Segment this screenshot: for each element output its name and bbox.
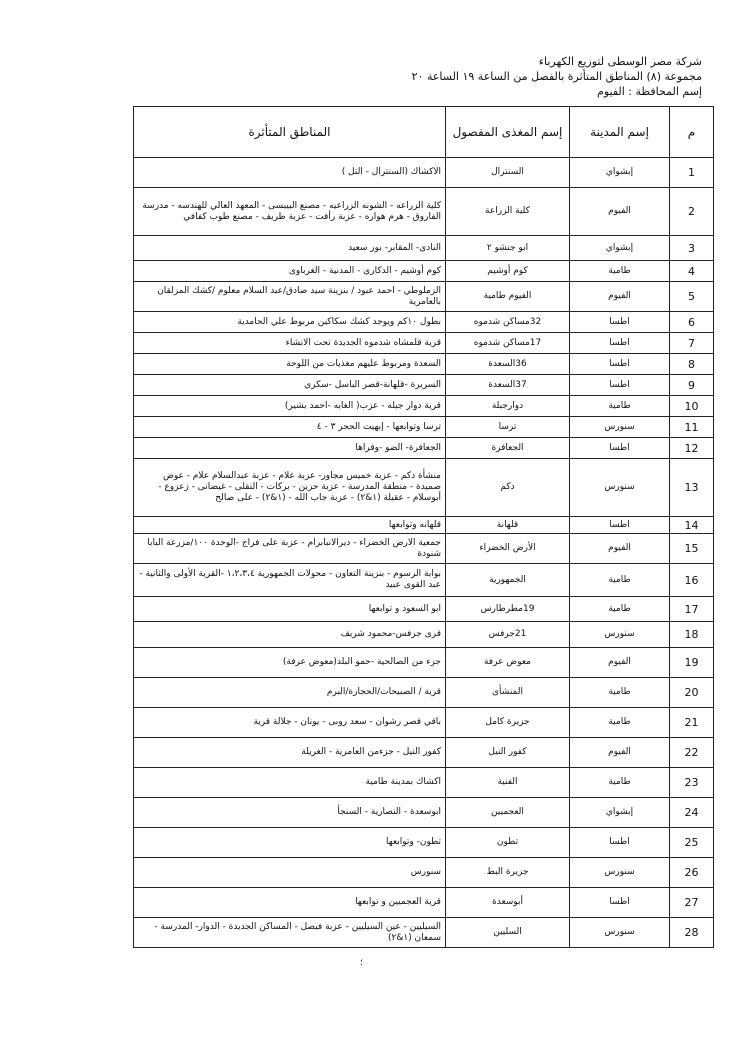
city-cell: سنورس bbox=[570, 918, 670, 948]
table-row bbox=[134, 459, 714, 517]
city-cell: سنورس bbox=[570, 417, 670, 438]
table-row bbox=[134, 354, 714, 375]
row-number: 3 bbox=[670, 236, 714, 261]
row-number: 25 bbox=[670, 828, 714, 858]
page-mark: ؛ bbox=[360, 958, 363, 968]
row-number: 4 bbox=[670, 261, 714, 282]
feeder-cell: السنترال bbox=[446, 158, 570, 188]
row-number: 18 bbox=[670, 622, 714, 648]
feeder-cell: دكم bbox=[446, 459, 570, 517]
table-row bbox=[134, 158, 714, 188]
city-cell: سنورس bbox=[570, 622, 670, 648]
feeder-cell: 17مساكن شدموه bbox=[446, 333, 570, 354]
city-cell: إبشواي bbox=[570, 798, 670, 828]
row-number: 28 bbox=[670, 918, 714, 948]
city-cell: طامية bbox=[570, 396, 670, 417]
affected-areas-cell: الزملوطي - احمد عبود / بنزينة سيد صادق/عبد السلام معلوم /كشك المزلقان بالعامرية bbox=[134, 282, 446, 312]
row-number: 1 bbox=[670, 158, 714, 188]
row-number: 15 bbox=[670, 534, 714, 564]
row-number: 24 bbox=[670, 798, 714, 828]
city-cell: اطسا bbox=[570, 375, 670, 396]
city-cell: سنورس bbox=[570, 459, 670, 517]
table-row bbox=[134, 396, 714, 417]
affected-areas-cell: ابوسعدة - النصارية - السنجأ bbox=[134, 798, 446, 828]
row-number: 21 bbox=[670, 708, 714, 738]
feeder-cell: دوارجبلة bbox=[446, 396, 570, 417]
affected-areas-cell: قرية العجميين و توابعها bbox=[134, 888, 446, 918]
table-row bbox=[134, 708, 714, 738]
feeder-cell: المنشأى bbox=[446, 678, 570, 708]
feeder-cell: جزيرة كامل bbox=[446, 708, 570, 738]
feeder-cell: ترسا bbox=[446, 417, 570, 438]
city-cell: اطسا bbox=[570, 517, 670, 534]
feeder-cell: الفنية bbox=[446, 768, 570, 798]
affected-areas-cell: السريرة -قلهانة-قصر الباسل -سكري bbox=[134, 375, 446, 396]
feeder-cell: 36السعدة bbox=[446, 354, 570, 375]
row-number: 12 bbox=[670, 438, 714, 459]
governorate-label: إسم المحافظة : الفيوم bbox=[597, 85, 702, 98]
feeder-cell: 32مساكن شدموه bbox=[446, 312, 570, 333]
column-header-number: م bbox=[670, 107, 714, 158]
city-cell: طامية bbox=[570, 678, 670, 708]
table-row bbox=[134, 678, 714, 708]
affected-areas-cell: كلية الزراعه - الشونه الزراعيه - مصنع البيبسى - المعهد العالي للهندسه - مدرسة الفاروق - هرم هواره - عزبة رأفت - عزبة ظريف - مصنع طوب كفافي bbox=[134, 188, 446, 236]
table-row bbox=[134, 564, 714, 597]
affected-areas-cell: بوابة الرسوم - بنزينة التعاون - محولات الجمهورية ١،٢،٣،٤ -القرية الأولى والثانية - عبد القوى عبيد bbox=[134, 564, 446, 597]
city-cell: اطسا bbox=[570, 354, 670, 375]
row-number: 5 bbox=[670, 282, 714, 312]
affected-areas-cell: اكشاك بمدينة طامية bbox=[134, 768, 446, 798]
row-number: 7 bbox=[670, 333, 714, 354]
table-row bbox=[134, 282, 714, 312]
city-cell: اطسا bbox=[570, 828, 670, 858]
row-number: 13 bbox=[670, 459, 714, 517]
table-row bbox=[134, 918, 714, 948]
city-cell: الفيوم bbox=[570, 534, 670, 564]
table-row bbox=[134, 828, 714, 858]
feeder-cell: الجمهورية bbox=[446, 564, 570, 597]
city-cell: سنورس bbox=[570, 858, 670, 888]
city-cell: الفيوم bbox=[570, 282, 670, 312]
table-row bbox=[134, 417, 714, 438]
feeder-cell: الجعافرة bbox=[446, 438, 570, 459]
table-row bbox=[134, 438, 714, 459]
table-row bbox=[134, 534, 714, 564]
affected-areas-cell: كوم أوشيم - الدكارى - المدنية - الغرباوى bbox=[134, 261, 446, 282]
company-name: شركة مصر الوسطى لتوزيع الكهرباء bbox=[538, 55, 702, 68]
feeder-cell: الفيوم طامية bbox=[446, 282, 570, 312]
affected-areas-cell: قرى جرفس-محمود شريف bbox=[134, 622, 446, 648]
table-row bbox=[134, 312, 714, 333]
feeder-cell: أبوسعدة bbox=[446, 888, 570, 918]
feeder-cell: 21جرفس bbox=[446, 622, 570, 648]
feeder-cell: ابو جنشو ٢ bbox=[446, 236, 570, 261]
row-number: 23 bbox=[670, 768, 714, 798]
table-body bbox=[134, 158, 714, 948]
affected-areas-cell: قرية / الصبيحات/الحجارة/البرم bbox=[134, 678, 446, 708]
document-header bbox=[102, 54, 702, 99]
affected-areas-cell: الجعافرة- الضو -وقراها bbox=[134, 438, 446, 459]
city-cell: إبشواي bbox=[570, 158, 670, 188]
row-number: 10 bbox=[670, 396, 714, 417]
city-cell: الفيوم bbox=[570, 648, 670, 678]
row-number: 20 bbox=[670, 678, 714, 708]
city-cell: طامية bbox=[570, 768, 670, 798]
affected-areas-cell: النادى- المقابر- بور سعيد bbox=[134, 236, 446, 261]
city-cell: اطسا bbox=[570, 888, 670, 918]
affected-areas-cell: سنورس bbox=[134, 858, 446, 888]
column-header-areas: المناطق المتأثرة bbox=[134, 107, 446, 158]
feeder-cell: معوض عرفة bbox=[446, 648, 570, 678]
table-row bbox=[134, 517, 714, 534]
row-number: 8 bbox=[670, 354, 714, 375]
affected-areas-cell: قلهانه وتوابعها bbox=[134, 517, 446, 534]
city-cell: الفيوم bbox=[570, 188, 670, 236]
column-header-city: إسم المدينة bbox=[570, 107, 670, 158]
row-number: 2 bbox=[670, 188, 714, 236]
affected-areas-cell: جزء من الصالحية -حمو البلد(معوض عرفة) bbox=[134, 648, 446, 678]
table-row bbox=[134, 261, 714, 282]
table-row bbox=[134, 858, 714, 888]
affected-areas-cell: كفور النيل - جزءمن العامرية - الغريلة bbox=[134, 738, 446, 768]
table-row bbox=[134, 798, 714, 828]
table-row bbox=[134, 768, 714, 798]
affected-areas-cell: السيليين - عين السيليين - عزبة فيصل - المساكن الجديدة - الدوار- المدرسة - سمعان (١&٢) bbox=[134, 918, 446, 948]
city-cell: طامية bbox=[570, 261, 670, 282]
row-number: 17 bbox=[670, 597, 714, 622]
affected-areas-cell: قرية دوار جبله - عزب( الغابه -احمد بشير) bbox=[134, 396, 446, 417]
row-number: 22 bbox=[670, 738, 714, 768]
column-header-feeder: إسم المغذى المفصول bbox=[446, 107, 570, 158]
feeder-cell: قلهانة bbox=[446, 517, 570, 534]
table-row bbox=[134, 236, 714, 261]
table-row bbox=[134, 333, 714, 354]
affected-areas-cell: ابو السعود و توابعها bbox=[134, 597, 446, 622]
table-row bbox=[134, 888, 714, 918]
feeder-cell: كفور النيل bbox=[446, 738, 570, 768]
row-number: 16 bbox=[670, 564, 714, 597]
feeder-cell: 37السعدة bbox=[446, 375, 570, 396]
feeder-cell: كلية الزراعة bbox=[446, 188, 570, 236]
affected-areas-cell: تطون- وتوابعها bbox=[134, 828, 446, 858]
affected-areas-table bbox=[133, 106, 714, 948]
row-number: 19 bbox=[670, 648, 714, 678]
feeder-cell: 19مطرطارس bbox=[446, 597, 570, 622]
row-number: 11 bbox=[670, 417, 714, 438]
affected-areas-cell: باقي قصر رشوان - سعد روبى - يونان - جلالة قرية bbox=[134, 708, 446, 738]
city-cell: اطسا bbox=[570, 333, 670, 354]
affected-areas-cell: ترسا وتوابعها - إبهيت الحجر ٣ - ٤ bbox=[134, 417, 446, 438]
affected-areas-cell: جمعية الارض الخضراء - ديرالانبابرام - عزبة على فراج -الوحدة ١٠٠/مزرعة البابا شنودة bbox=[134, 534, 446, 564]
affected-areas-cell: بطول ١٠كم ويوجد كشك سكاكين مربوط علي الحامدية bbox=[134, 312, 446, 333]
city-cell: اطسا bbox=[570, 312, 670, 333]
affected-areas-cell: الاكشاك (السنترال - التل ) bbox=[134, 158, 446, 188]
table-row bbox=[134, 738, 714, 768]
city-cell: طامية bbox=[570, 597, 670, 622]
city-cell: إبشواي bbox=[570, 236, 670, 261]
group-title: مجموعة (٨) المناطق المتأثرة بالفصل من الساعة ١٩ الساعة ٢٠ bbox=[411, 70, 702, 83]
affected-areas-cell: السعدة ومربوط عليهم مغذيات من اللوحة bbox=[134, 354, 446, 375]
city-cell: طامية bbox=[570, 708, 670, 738]
row-number: 26 bbox=[670, 858, 714, 888]
feeder-cell: السليين bbox=[446, 918, 570, 948]
row-number: 6 bbox=[670, 312, 714, 333]
affected-areas-cell: منشأة دكم - عزبة خميس مجاور- عزبة علام - عزبة عبدالسلام علام - عوض صميدة - منطقة المدرسة - عزبة حزين - بركات - النقلى - غيضانى - زعزوع - أبوسلام - عقيلة (١&٢) - عزبة جاب الله - (١&٢) - على صالح bbox=[134, 459, 446, 517]
table-row bbox=[134, 375, 714, 396]
feeder-cell: العجميين bbox=[446, 798, 570, 828]
city-cell: الفيوم bbox=[570, 738, 670, 768]
table-row bbox=[134, 597, 714, 622]
feeder-cell: تطون bbox=[446, 828, 570, 858]
city-cell: طامية bbox=[570, 564, 670, 597]
row-number: 14 bbox=[670, 517, 714, 534]
row-number: 9 bbox=[670, 375, 714, 396]
feeder-cell: جزيرة البط bbox=[446, 858, 570, 888]
feeder-cell: الأرض الخضراء bbox=[446, 534, 570, 564]
row-number: 27 bbox=[670, 888, 714, 918]
feeder-cell: كوم أوشيم bbox=[446, 261, 570, 282]
table-row bbox=[134, 622, 714, 648]
table-header-row bbox=[134, 107, 714, 158]
affected-areas-cell: قرية قلمشاه شدموه الجديدة تحت الانشاء bbox=[134, 333, 446, 354]
table-row bbox=[134, 648, 714, 678]
table-row bbox=[134, 188, 714, 236]
city-cell: اطسا bbox=[570, 438, 670, 459]
